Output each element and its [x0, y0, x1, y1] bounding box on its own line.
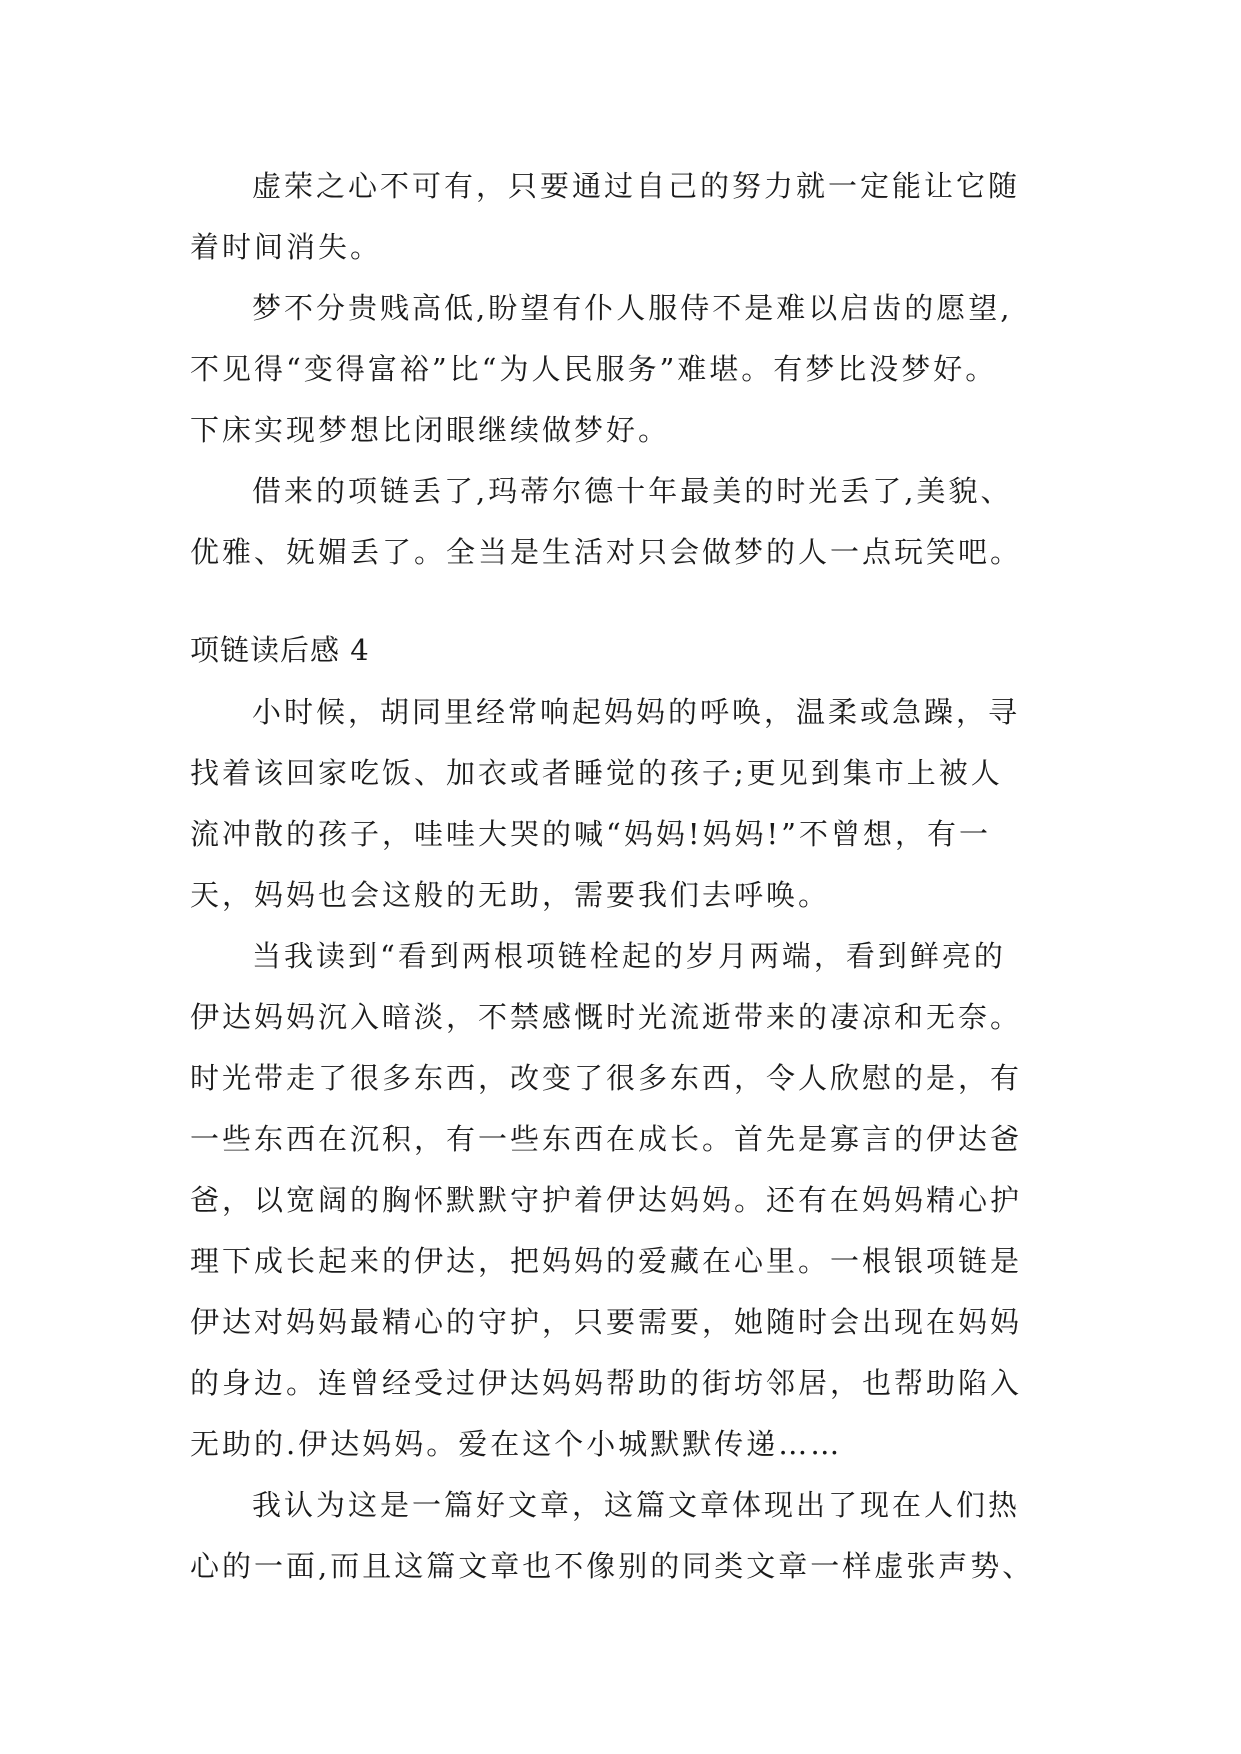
paragraph-line: 找着该回家吃饭、加衣或者睡觉的孩子;更见到集市上被人: [190, 756, 1003, 790]
paragraph-line: 虚荣之心不可有，只要通过自己的努力就一定能让它随: [252, 169, 1021, 203]
paragraph-line: 小时候，胡同里经常响起妈妈的呼唤，温柔或急躁，寻: [252, 695, 1021, 729]
paragraph-line: 心的一面,而且这篇文章也不像别的同类文章一样虚张声势、: [190, 1549, 1035, 1583]
paragraph-line: 借来的项链丢了,玛蒂尔德十年最美的时光丢了,美貌、: [252, 474, 1013, 508]
paragraph-line: 一些东西在沉积，有一些东西在成长。首先是寡言的伊达爸: [190, 1122, 1023, 1156]
paragraph-line: 不见得“变得富裕”比“为人民服务”难堪。有梦比没梦好。: [190, 352, 998, 386]
paragraph-line: 着时间消失。: [190, 230, 383, 264]
paragraph-line: 天，妈妈也会这般的无助，需要我们去呼唤。: [190, 878, 831, 912]
paragraph-line: 当我读到“看到两根项链栓起的岁月两端，看到鲜亮的: [252, 939, 1006, 973]
paragraph-line: 我认为这是一篇好文章，这篇文章体现出了现在人们热: [252, 1488, 1021, 1522]
paragraph-line: 的身边。连曾经受过伊达妈妈帮助的街坊邻居，也帮助陷入: [190, 1366, 1023, 1400]
paragraph-line: 梦不分贵贱高低,盼望有仆人服侍不是难以启齿的愿望,: [252, 291, 1013, 325]
paragraph-line: 流冲散的孩子，哇哇大哭的喊“妈妈!妈妈!”不曾想，有一: [190, 817, 991, 851]
paragraph-line: 爸，以宽阔的胸怀默默守护着伊达妈妈。还有在妈妈精心护: [190, 1183, 1023, 1217]
paragraph-line: 伊达妈妈沉入暗淡，不禁感慨时光流逝带来的凄凉和无奈。: [190, 1000, 1023, 1034]
paragraph-line: 时光带走了很多东西，改变了很多东西，令人欣慰的是，有: [190, 1061, 1023, 1095]
paragraph-line: 理下成长起来的伊达，把妈妈的爱藏在心里。一根银项链是: [190, 1244, 1023, 1278]
paragraph-line: 下床实现梦想比闭眼继续做梦好。: [190, 413, 671, 447]
section-title: 项链读后感 4: [190, 633, 370, 667]
paragraph-line: 无助的.伊达妈妈。爱在这个小城默默传递……: [190, 1427, 843, 1461]
paragraph-line: 伊达对妈妈最精心的守护，只要需要，她随时会出现在妈妈: [190, 1305, 1023, 1339]
paragraph-line: 优雅、妩媚丢了。全当是生活对只会做梦的人一点玩笑吧。: [190, 535, 1023, 569]
